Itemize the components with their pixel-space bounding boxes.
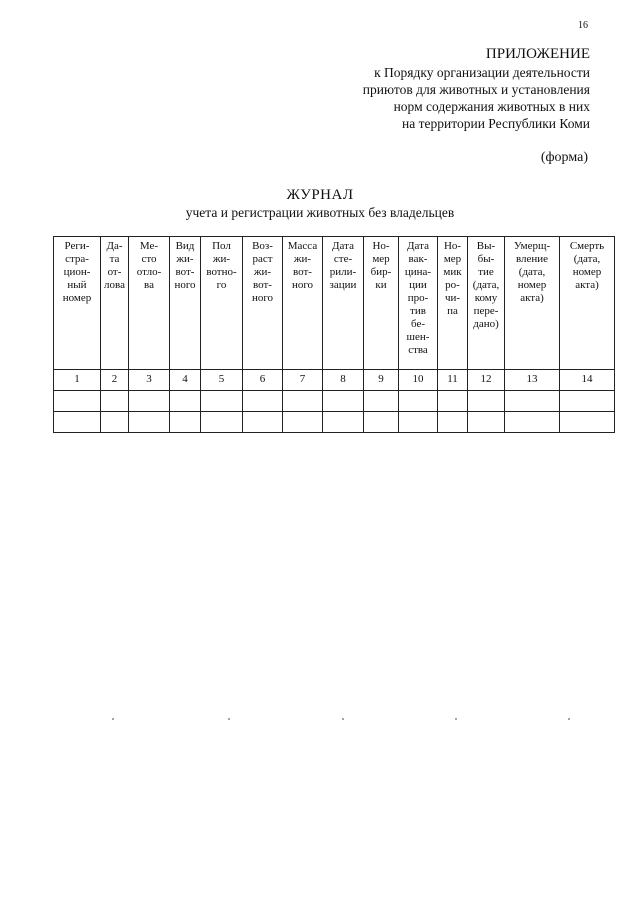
appendix-line: на территории Республики Коми xyxy=(402,116,590,131)
table-header-row xyxy=(54,237,615,370)
empty-cell[interactable] xyxy=(54,391,101,412)
empty-cell[interactable] xyxy=(560,391,615,412)
empty-cell[interactable] xyxy=(364,412,399,433)
column-header: Пол жи- вотно- го xyxy=(201,237,243,370)
empty-cell[interactable] xyxy=(468,391,505,412)
column-header: Умерщ- вление (дата, номер акта) xyxy=(505,237,560,370)
column-number: 10 xyxy=(399,370,438,391)
column-number: 3 xyxy=(129,370,170,391)
form-label: (форма) xyxy=(540,150,588,165)
column-header: Воз- раст жи- вот- ного xyxy=(243,237,283,370)
table-row xyxy=(54,412,615,433)
empty-cell[interactable] xyxy=(323,391,364,412)
column-header: Масса жи- вот- ного xyxy=(283,237,323,370)
column-number: 11 xyxy=(438,370,468,391)
empty-cell[interactable] xyxy=(170,412,201,433)
column-number: 13 xyxy=(505,370,560,391)
column-number: 1 xyxy=(54,370,101,391)
column-header: Вид жи- вот- ного xyxy=(170,237,201,370)
column-number: 12 xyxy=(468,370,505,391)
empty-cell[interactable] xyxy=(438,412,468,433)
empty-cell[interactable] xyxy=(101,391,129,412)
column-header: Вы- бы- тие (дата, кому пере- дано) xyxy=(468,237,505,370)
column-number-row xyxy=(54,370,615,391)
column-header: Смерть (дата, номер акта) xyxy=(560,237,615,370)
appendix-block xyxy=(363,44,590,132)
scan-speck xyxy=(342,718,344,720)
column-header: Но- мер бир- ки xyxy=(364,237,399,370)
empty-cell[interactable] xyxy=(129,412,170,433)
empty-cell[interactable] xyxy=(283,412,323,433)
empty-cell[interactable] xyxy=(323,412,364,433)
table-row xyxy=(54,391,615,412)
column-number: 2 xyxy=(101,370,129,391)
journal-title-block xyxy=(0,186,640,221)
empty-cell[interactable] xyxy=(170,391,201,412)
scan-speck xyxy=(455,718,457,720)
column-header: Дата сте- рили- зации xyxy=(323,237,364,370)
column-header: Дата вак- цина- ции про- тив бе- шен- ства xyxy=(399,237,438,370)
empty-cell[interactable] xyxy=(129,391,170,412)
column-number: 8 xyxy=(323,370,364,391)
column-header: Да- та от- лова xyxy=(101,237,129,370)
column-number: 9 xyxy=(364,370,399,391)
column-number: 14 xyxy=(560,370,615,391)
empty-cell[interactable] xyxy=(243,412,283,433)
empty-cell[interactable] xyxy=(243,391,283,412)
column-header: Но- мер мик ро- чи- па xyxy=(438,237,468,370)
column-number: 4 xyxy=(170,370,201,391)
empty-cell[interactable] xyxy=(438,391,468,412)
appendix-line: к Порядку организации деятельности xyxy=(374,65,590,80)
scan-speck xyxy=(112,718,114,720)
page-number: 16 xyxy=(578,20,588,31)
empty-cell[interactable] xyxy=(399,391,438,412)
empty-cell[interactable] xyxy=(54,412,101,433)
appendix-line: норм содержания животных в них xyxy=(393,99,590,114)
journal-title: ЖУРНАЛ xyxy=(286,187,354,203)
empty-cell[interactable] xyxy=(364,391,399,412)
column-number: 6 xyxy=(243,370,283,391)
empty-cell[interactable] xyxy=(201,391,243,412)
empty-cell[interactable] xyxy=(101,412,129,433)
empty-cell[interactable] xyxy=(201,412,243,433)
empty-cell[interactable] xyxy=(505,412,560,433)
empty-cell[interactable] xyxy=(283,391,323,412)
scan-speck xyxy=(568,718,570,720)
appendix-line: приютов для животных и установления xyxy=(362,82,590,97)
column-header: Ме- сто отло- ва xyxy=(129,237,170,370)
column-header: Реги- стра- цион- ный номер xyxy=(54,237,101,370)
empty-cell[interactable] xyxy=(468,412,505,433)
column-number: 5 xyxy=(201,370,243,391)
empty-cell[interactable] xyxy=(560,412,615,433)
scan-speck xyxy=(228,718,230,720)
journal-table xyxy=(53,236,615,433)
appendix-heading: ПРИЛОЖЕНИЕ xyxy=(485,46,590,62)
journal-subtitle: учета и регистрации животных без владельцев xyxy=(185,205,455,220)
column-number: 7 xyxy=(283,370,323,391)
empty-cell[interactable] xyxy=(505,391,560,412)
empty-cell[interactable] xyxy=(399,412,438,433)
